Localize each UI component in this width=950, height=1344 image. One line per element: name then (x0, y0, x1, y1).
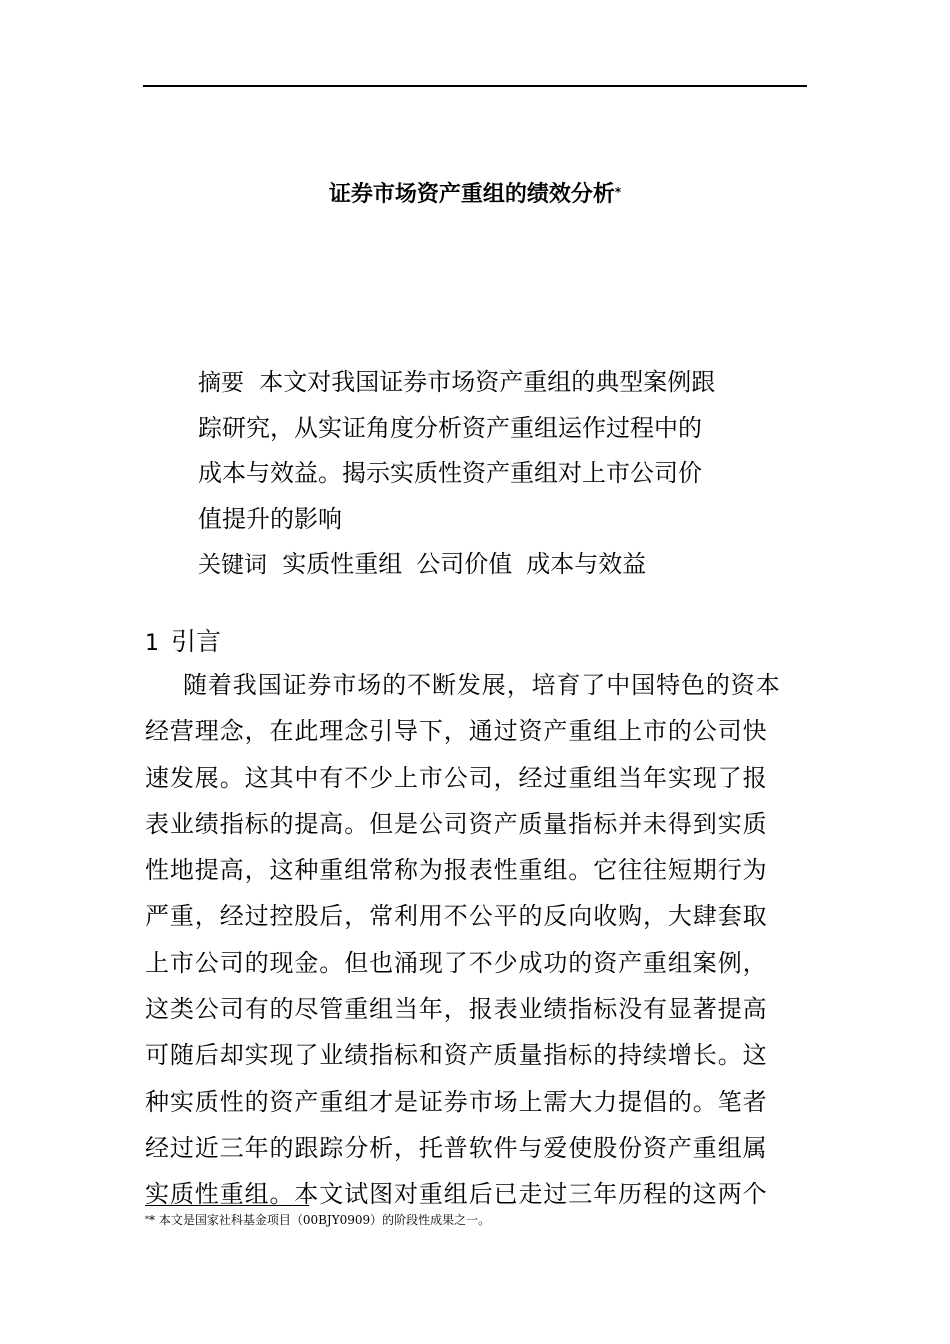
keywords-label: 关键词 (198, 552, 267, 578)
footnote (145, 1211, 490, 1229)
page-title (0, 180, 950, 210)
abstract (198, 360, 768, 588)
keyword: 成本与效益 (526, 550, 647, 578)
body-line: 经营理念，在此理念引导下，通过资产重组上市的公司快 (145, 717, 768, 746)
keyword: 公司价值 (416, 550, 513, 578)
header-rule (143, 85, 807, 87)
body-line: 这类公司有的尽管重组当年，报表业绩指标没有显著提高 (145, 995, 768, 1024)
footnote-marker: * (145, 1215, 149, 1224)
body-line: 性地提高，这种重组常称为报表性重组。它往往短期行为 (145, 856, 768, 885)
abstract-line (198, 360, 768, 406)
abstract-label: 摘要 (198, 370, 244, 396)
keyword: 实质性重组 (282, 550, 403, 578)
section-heading (145, 620, 221, 666)
abstract-text: 本文对我国证券市场资产重组的典型案例跟 (259, 368, 716, 396)
body-line: 表业绩指标的提高。但是公司资产质量指标并未得到实质 (145, 809, 768, 838)
keywords (198, 542, 768, 588)
abstract-line: 成本与效益。揭示实质性资产重组对上市公司价 (198, 459, 702, 487)
body-line: 速发展。这其中有不少上市公司，经过重组当年实现了报 (145, 763, 768, 792)
abstract-line: 踪研究，从实证角度分析资产重组运作过程中的 (198, 413, 702, 442)
body-line: 实质性重组。本文试图对重组后已走过三年历程的这两个 (145, 1180, 768, 1209)
footnote-rule (145, 1205, 309, 1206)
body-text (145, 662, 815, 1218)
body-line: 种实质性的资产重组才是证券市场上需大力提倡的。笔者 (145, 1087, 768, 1116)
body-line: 随着我国证券市场的不断发展，培育了中国特色的资本 (183, 671, 781, 699)
section-number: 1 (145, 631, 159, 656)
abstract-line: 值提升的影响 (198, 504, 342, 533)
footnote-text: * 本文是国家社科基金项目（00BJY0909）的阶段性成果之一。 (149, 1213, 491, 1227)
body-line: 严重，经过控股后，常利用不公平的反向收购，大肆套取 (145, 902, 768, 931)
body-line: 上市公司的现金。但也涌现了不少成功的资产重组案例， (145, 948, 768, 977)
title-text: 证券市场资产重组的绩效分析 (328, 182, 615, 207)
body-line: 可随后却实现了业绩指标和资产质量指标的持续增长。这 (145, 1041, 768, 1070)
section-title: 引言 (171, 627, 222, 656)
title-footnote-marker: * (614, 185, 622, 199)
body-line: 经过近三年的跟踪分析，托普软件与爱使股份资产重组属 (145, 1133, 768, 1162)
